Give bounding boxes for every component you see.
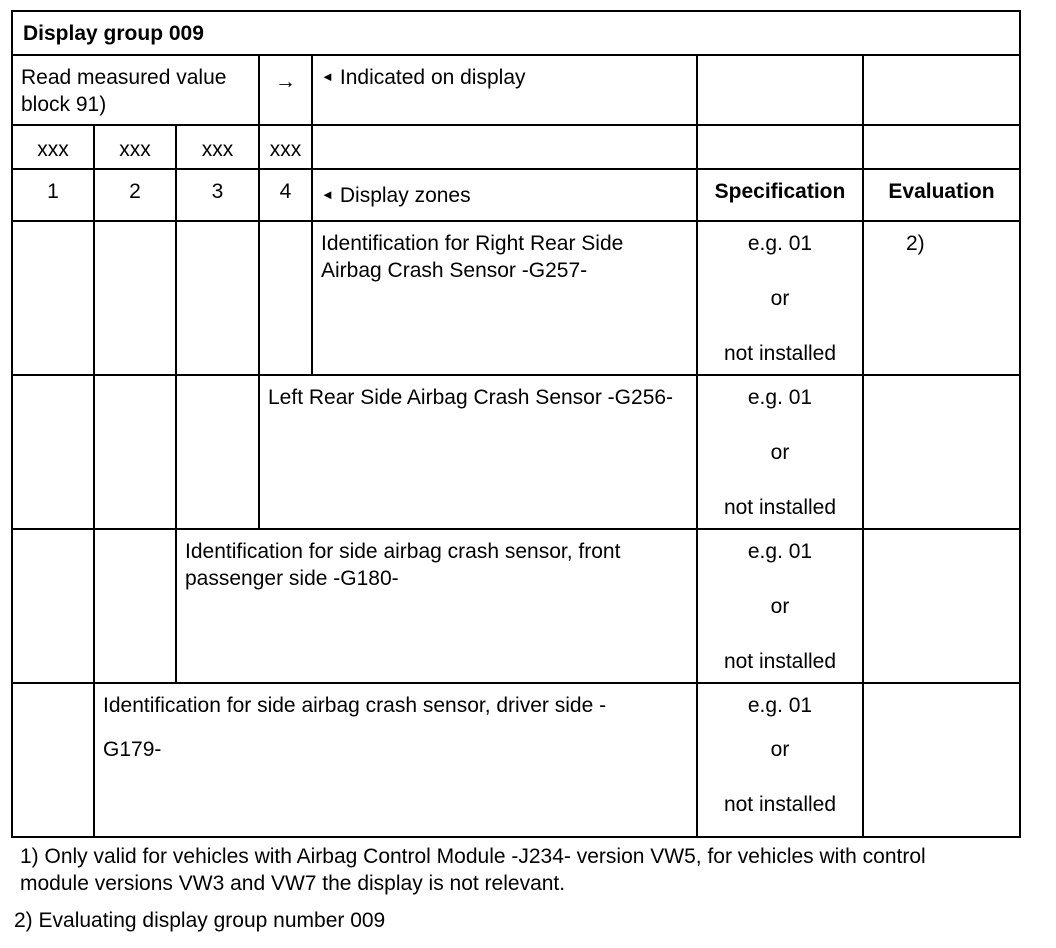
arrow-right-icon: →	[275, 70, 296, 93]
row-description: Left Rear Side Airbag Crash Sensor -G256-	[259, 375, 697, 529]
row-specification	[697, 221, 863, 375]
empty-cell	[176, 375, 259, 529]
indicated-on-display-label: Indicated on display	[339, 66, 526, 89]
empty-cell	[259, 221, 312, 375]
empty-cell	[94, 375, 176, 529]
read-value-block-label: Read measured value block 91)	[12, 55, 259, 125]
empty-cell	[12, 221, 94, 375]
spec-example: e.g. 01	[747, 694, 813, 717]
spec-not-installed: not installed	[723, 496, 837, 519]
table-row	[12, 221, 1020, 375]
evaluation-header: Evaluation	[863, 169, 1020, 221]
spec-not-installed: not installed	[723, 793, 837, 816]
row-description: Identification for side airbag crash sensor, front passenger side -G180-	[176, 529, 697, 683]
specification-header: Specification	[697, 169, 863, 221]
spec-not-installed: not installed	[723, 342, 837, 365]
row-description	[94, 683, 697, 837]
display-zones-cell	[312, 169, 697, 221]
zone-number-2: 2	[94, 169, 176, 221]
zone-number-1: 1	[12, 169, 94, 221]
empty-eval-header	[863, 55, 1020, 125]
description-line-1: Identification for side airbag crash sensor, driver side -	[103, 694, 607, 717]
spec-example: e.g. 01	[747, 540, 813, 563]
arrow-cell	[259, 55, 312, 125]
empty-cell	[863, 125, 1020, 169]
table-row	[12, 375, 1020, 529]
row-evaluation	[863, 529, 1020, 683]
row-specification	[697, 375, 863, 529]
empty-cell	[94, 529, 176, 683]
xxx-cell-4: xxx	[259, 125, 312, 169]
spec-or: or	[770, 287, 790, 310]
footnote-2: 2) Evaluating display group number 009	[14, 909, 386, 932]
description-line-2: G179-	[103, 738, 162, 761]
empty-cell	[94, 221, 176, 375]
display-zones-label: Display zones	[339, 184, 471, 207]
indicated-on-display-cell	[312, 55, 697, 125]
display-group-table	[11, 10, 1021, 838]
empty-cell	[12, 683, 94, 837]
empty-cell	[12, 529, 94, 683]
xxx-cell-3: xxx	[176, 125, 259, 169]
xxx-cell-1: xxx	[12, 125, 94, 169]
spec-or: or	[770, 595, 790, 618]
spec-example: e.g. 01	[747, 386, 813, 409]
row-evaluation	[863, 683, 1020, 837]
row-evaluation	[863, 375, 1020, 529]
table-row	[12, 683, 1020, 837]
xxx-cell-2: xxx	[94, 125, 176, 169]
row-specification	[697, 529, 863, 683]
triangle-left-icon: ◄	[321, 187, 334, 202]
row-evaluation: 2)	[863, 221, 1020, 375]
zone-number-4: 4	[259, 169, 312, 221]
empty-spec-header	[697, 55, 863, 125]
empty-cell	[176, 221, 259, 375]
zone-number-3: 3	[176, 169, 259, 221]
spec-not-installed: not installed	[723, 650, 837, 673]
triangle-left-icon: ◄	[321, 69, 334, 84]
spec-or: or	[770, 441, 790, 464]
spec-example: e.g. 01	[747, 232, 813, 255]
table-title: Display group 009	[12, 11, 1020, 55]
empty-cell	[12, 375, 94, 529]
empty-cell	[312, 125, 697, 169]
row-specification	[697, 683, 863, 837]
empty-cell	[697, 125, 863, 169]
table-row	[12, 529, 1020, 683]
row-description: Identification for Right Rear Side Airbag Crash Sensor -G257-	[312, 221, 697, 375]
footnote-1: 1) Only valid for vehicles with Airbag Control Module -J234- version VW5, for vehicles with control module versions VW3 and VW7 the display is not relevant.	[20, 845, 926, 895]
spec-or: or	[770, 738, 790, 761]
